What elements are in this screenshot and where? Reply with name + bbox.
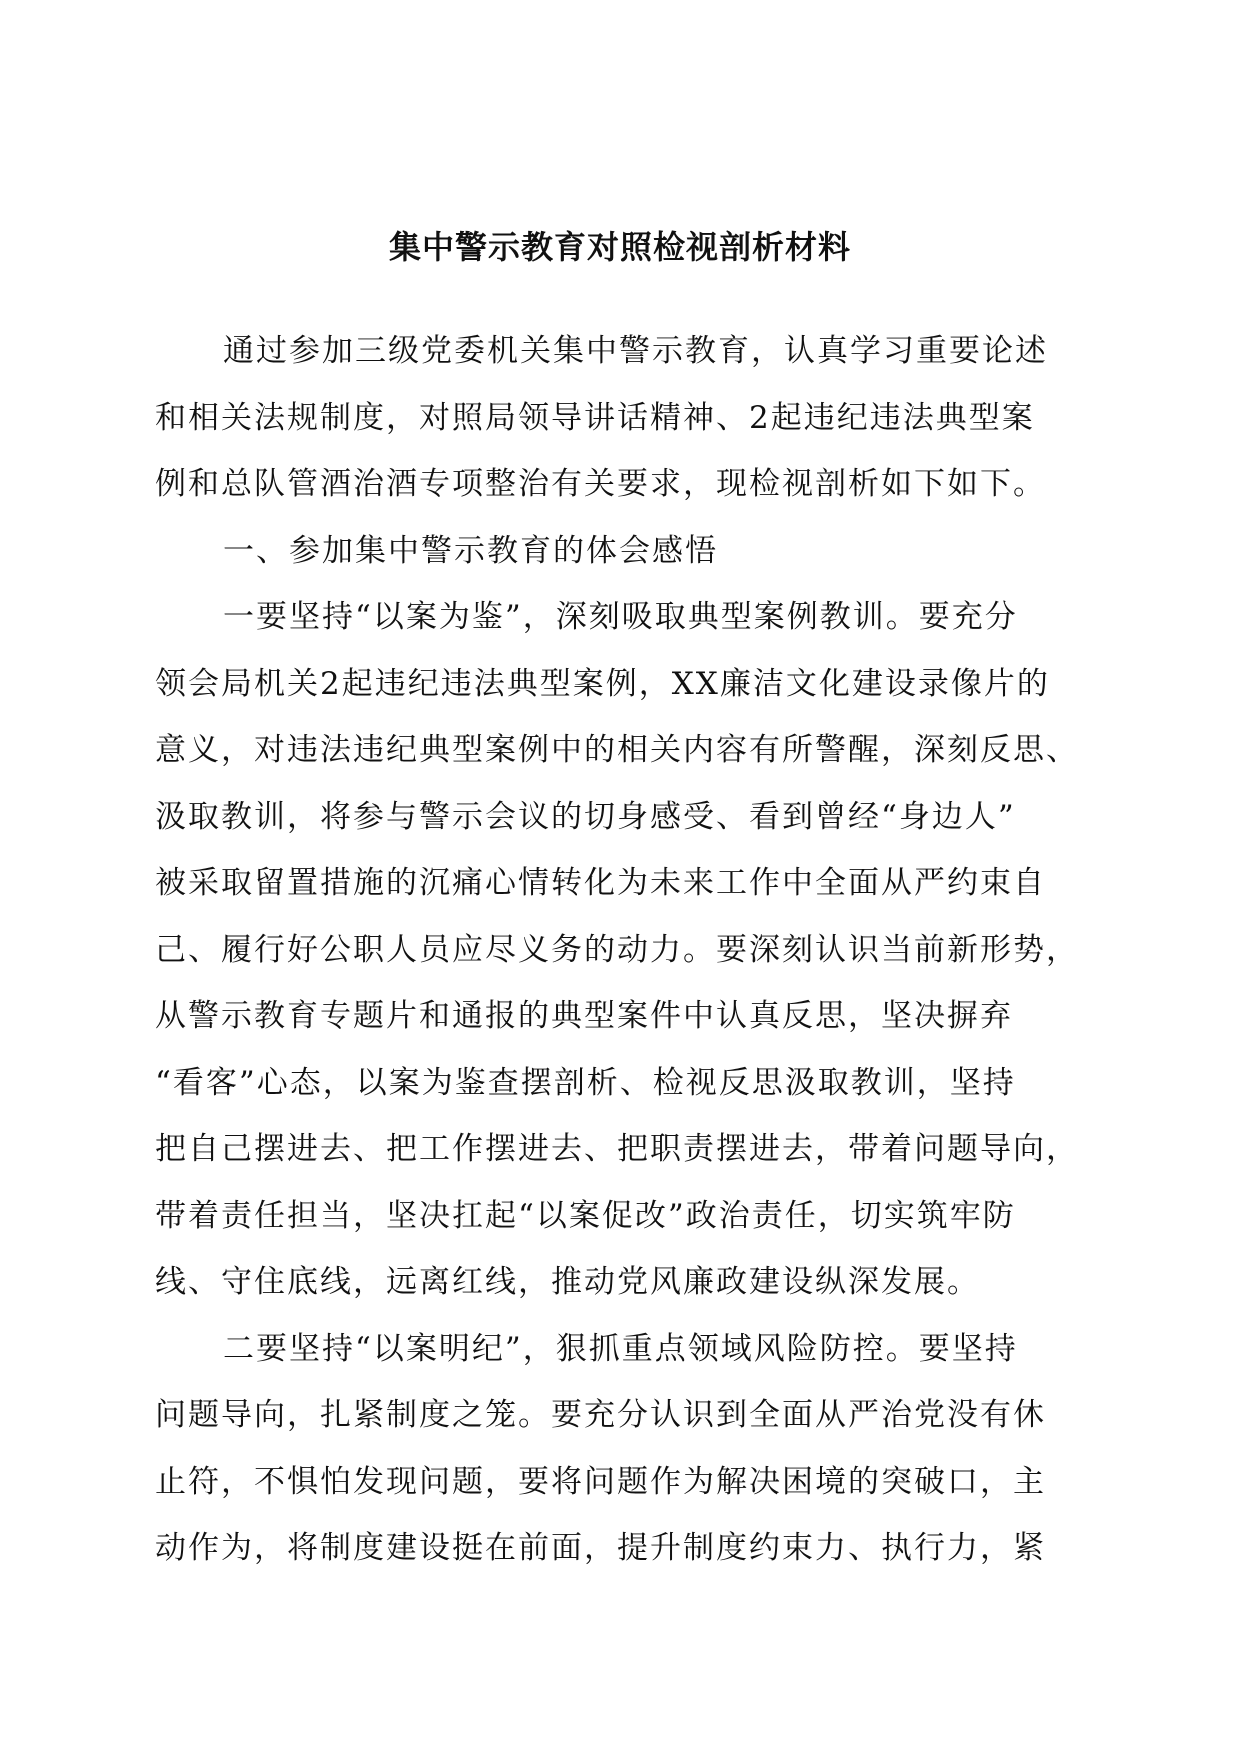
paragraph-line: 领会局机关2起违纪违法典型案例，XX廉洁文化建设录像片的: [155, 665, 1050, 702]
section-heading: 一、参加集中警示教育的体会感悟: [223, 532, 718, 569]
paragraph-line: 把自己摆进去、把工作摆进去、把职责摆进去，带着问题导向，: [155, 1131, 1079, 1167]
paragraph-line: 问题导向，扎紧制度之笼。要充分认识到全面从严治党没有休: [155, 1397, 1046, 1433]
paragraph-line: “看客”心态，以案为鉴查摆剖析、检视反思汲取教训，坚持: [155, 1064, 1016, 1101]
paragraph-line: 二要坚持“以案明纪”，狠抓重点领域风险防控。要坚持: [223, 1330, 1018, 1367]
paragraph-line: 通过参加三级党委机关集中警示教育，认真学习重要论述: [223, 333, 1048, 369]
paragraph-line: 一要坚持“以案为鉴”，深刻吸取典型案例教训。要充分: [223, 599, 1018, 635]
document-title: 集中警示教育对照检视剖析材料: [388, 228, 851, 266]
paragraph-line: 带着责任担当，坚决扛起“以案促改”政治责任，切实筑牢防: [155, 1197, 1016, 1234]
paragraph-line: 止符，不惧怕发现问题，要将问题作为解决困境的突破口，主: [155, 1463, 1046, 1500]
paragraph-line: 被采取留置措施的沉痛心情转化为未来工作中全面从严约束自: [155, 865, 1046, 901]
paragraph-line: 例和总队管酒治酒专项整治有关要求，现检视剖析如下如下。: [155, 466, 1046, 502]
paragraph-line: 动作为，将制度建设挺在前面，提升制度约束力、执行力，紧: [155, 1530, 1046, 1566]
paragraph-line: 己、履行好公职人员应尽义务的动力。要深刻认识当前新形势，: [155, 931, 1079, 968]
paragraph-line: 和相关法规制度，对照局领导讲话精神、2起违纪违法典型案: [155, 399, 1035, 436]
paragraph-line: 从警示教育专题片和通报的典型案件中认真反思，坚决摒弃: [155, 998, 1013, 1034]
paragraph-line: 意义，对违法违纪典型案例中的相关内容有所警醒，深刻反思、: [155, 732, 1079, 768]
paragraph-line: 线、守住底线，远离红线，推动党风廉政建设纵深发展。: [155, 1264, 980, 1300]
paragraph-line: 汲取教训，将参与警示会议的切身感受、看到曾经“身边人”: [155, 798, 1016, 835]
document-body: [155, 318, 1085, 1582]
